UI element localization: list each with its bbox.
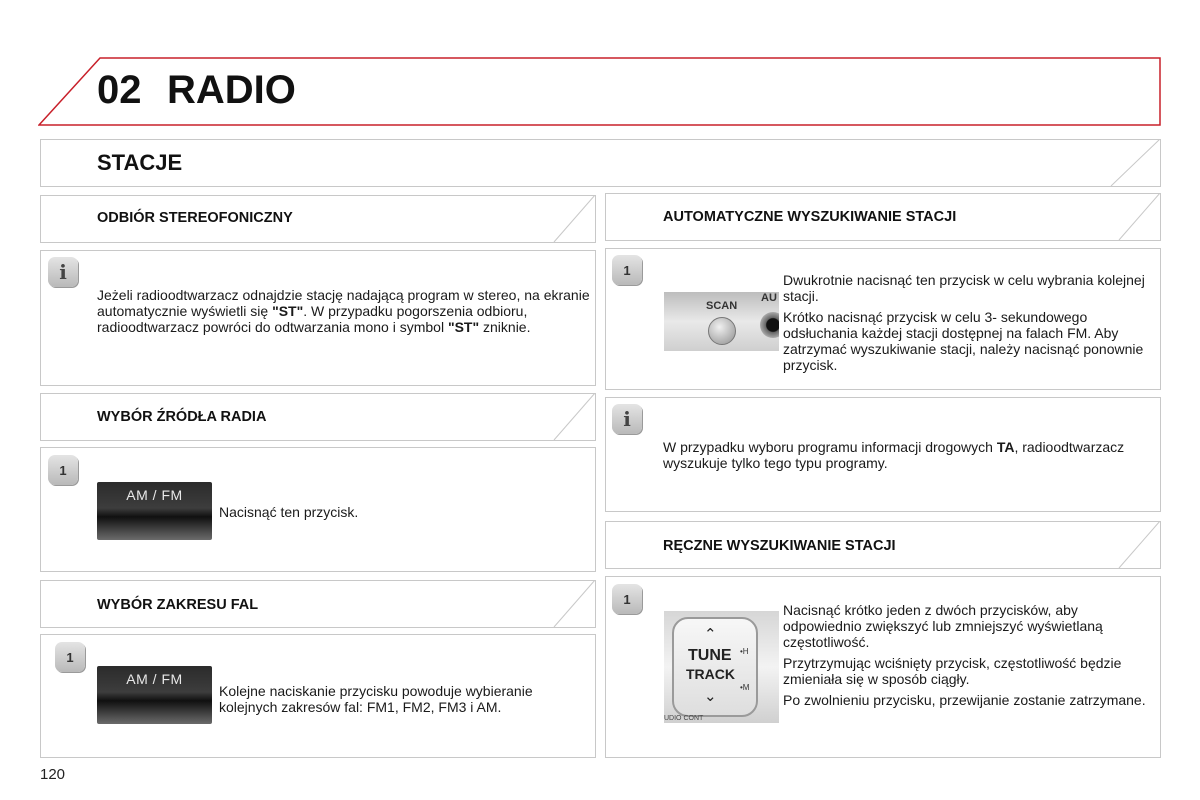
tune-track-image bbox=[664, 611, 779, 723]
step-badge: 1 bbox=[55, 642, 85, 672]
scan-button-image bbox=[664, 292, 779, 351]
step-badge: 1 bbox=[48, 455, 78, 485]
step-badge: 1 bbox=[612, 584, 642, 614]
section-header-box bbox=[40, 139, 1161, 187]
step-badge: 1 bbox=[612, 255, 642, 285]
am-fm-button: AM / FM bbox=[97, 666, 212, 724]
band-header: WYBÓR ZAKRESU FAL bbox=[97, 597, 259, 613]
am-fm-button: AM / FM bbox=[97, 482, 212, 540]
scan-label: SCAN bbox=[706, 300, 738, 312]
band-text: Kolejne naciskanie przycisku powoduje wybieranie kolejnych zakresów fal: FM1, FM2, FM3 i AM. bbox=[219, 683, 533, 715]
page-number: 120 bbox=[40, 766, 66, 783]
track-label: TRACK bbox=[686, 666, 735, 682]
chapter-number: 02 bbox=[97, 68, 142, 112]
stereo-header: ODBIÓR STEREOFONICZNY bbox=[97, 210, 293, 226]
source-header: WYBÓR ŹRÓDŁA RADIA bbox=[97, 409, 267, 425]
tune-label: TUNE bbox=[688, 647, 732, 664]
traffic-text: W przypadku wyboru programu informacji drogowych TA, radioodtwarzacz wyszukuje tylko tego typu programy. bbox=[663, 439, 1125, 471]
chevron-down-icon: ⌄ bbox=[704, 688, 717, 705]
hi-indicator: •H bbox=[740, 647, 749, 656]
chevron-up-icon: ⌃ bbox=[704, 626, 717, 643]
auto-header: AUTOMATYCZNE WYSZUKIWANIE STACJI bbox=[663, 209, 957, 225]
auto-text: Dwukrotnie nacisnąć ten przycisk w celu wybrania kolejnej stacji. Krótko nacisnąć przycisk w celu 3- sekundowego odsłuchania każdej stacji dostępnej na falach FM. Aby zatrzymać wyszukiwanie stacji, należy nacisnąć ponownie przycisk. bbox=[783, 272, 1145, 373]
info-icon: i bbox=[612, 404, 642, 434]
source-text: Nacisnąć ten przycisk. bbox=[219, 504, 359, 520]
stereo-text: Jeżeli radioodtwarzacz odnajdzie stację nadającą program w stereo, na ekranie automatycznie wyświetli się "ST". W przypadku pogorszenia odbioru, radioodtwarzacz powróci do odtwarzania mono i symbol "ST" zniknie. bbox=[97, 287, 590, 335]
chapter-title: RADIO bbox=[167, 68, 296, 112]
manual-text: Nacisnąć krótko jeden z dwóch przycisków, aby odpowiednio zwiększyć lub zmniejszyć wyświetlaną częstotliwość. Przytrzymując wciśnięty przycisk, częstotliwość będzie zmieniała się w sposób ciągły. Po zwolnieniu przycisku, przewijanie zostanie zatrzymane. bbox=[783, 602, 1146, 708]
scan-knob bbox=[708, 317, 736, 345]
aux-jack bbox=[760, 312, 779, 338]
mid-indicator: •M bbox=[740, 683, 750, 692]
info-icon: i bbox=[48, 257, 78, 287]
manual-header: RĘCZNE WYSZUKIWANIE STACJI bbox=[663, 538, 896, 554]
audio-cont-label: UDIO CONT bbox=[664, 715, 704, 722]
aux-label-partial: AU bbox=[761, 292, 777, 304]
section-title: STACJE bbox=[97, 150, 183, 175]
